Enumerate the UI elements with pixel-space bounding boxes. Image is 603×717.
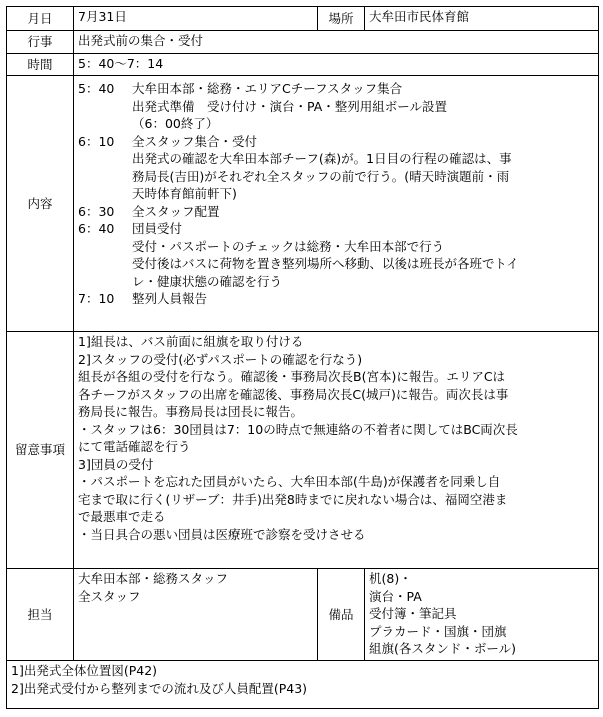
content-line: [78, 220, 594, 238]
content-line: （6：00終了）: [132, 116, 219, 131]
footer-line: 1]出発式全体位置図(P42): [11, 663, 158, 678]
schedule-sheet: [6, 6, 598, 712]
notes-line: 2]スタッフの受付(必ずパスポートの確認を行なう): [78, 351, 363, 367]
time-row: [7, 54, 599, 76]
notes-line: ・スタッフは6：30団員は7：10の時点で無連絡の不着者に関してはBC両次長: [78, 421, 518, 437]
notes-line: 各チーフがスタッフの出席を確認後、事務局次長C(城戸)に報告。両次長は事: [78, 386, 509, 402]
content-line: [78, 290, 594, 308]
footer-line: 2]出発式受付から整列までの流れ及び人員配置(P43): [11, 680, 308, 696]
notes-label: 留意事項: [7, 332, 74, 569]
content-line: レ・健康状態の確認を行う: [132, 273, 283, 289]
content-text: 全スタッフ集合・受付: [132, 133, 258, 149]
content-time: 6：30: [78, 203, 115, 219]
content-text: 団員受付: [132, 221, 183, 236]
staff-line: 大牟田本部・総務スタッフ: [78, 571, 229, 586]
equipment-line: 組旗(各スタンド・ボール): [369, 641, 517, 656]
equipment-label: 備品: [318, 569, 365, 661]
equipment-line: プラカード・国旗・団旗: [369, 623, 507, 639]
content-text: 大牟田本部・総務・エリアCチーフスタッフ集合: [132, 81, 403, 96]
notes-line: 1]組長は、バス前面に組旗を取り付ける: [78, 334, 304, 349]
notes-line: 3]団員の受付: [78, 456, 154, 472]
notes-line: 務局長に報告。事務局長は団長に報告。: [78, 404, 304, 419]
content-line: 受付後はバスに荷物を置き整列場所へ移動、以後は班長が各班でトイ: [132, 256, 519, 271]
content-row: [7, 76, 599, 332]
equipment-body: [365, 569, 599, 661]
content-line: [78, 133, 594, 151]
content-line: 務局長(吉田)がそれぞれ全スタッフの前で行う。(晴天時演題前・雨: [132, 168, 510, 184]
date-row: [7, 7, 599, 31]
staff-line: 全スタッフ: [78, 588, 141, 604]
content-time: 5：40: [78, 81, 115, 96]
content-line: 出発式の確認を大牟田本部チーフ(森)が。1日目の行程の確認は、事: [132, 151, 512, 166]
event-row: [7, 31, 599, 54]
notes-line: 宅まで取に行く(リザーブ：井手)出発8時までに戻れない場合は、福岡空港ま: [78, 491, 508, 507]
content-line: 天時体育館前軒下): [132, 186, 237, 201]
notes-line: ・パスポートを忘れた団員がいたら、大牟田本部(牛島)が保護者を同乗し自: [78, 474, 501, 489]
content-line: 出発式準備 受け付け・演台・PA・整列用組ボール設置: [132, 98, 448, 114]
time-value: 5：40〜7：14: [74, 54, 599, 76]
content-body: [74, 76, 599, 332]
assignment-row: [7, 569, 599, 661]
staff-body: [74, 569, 318, 661]
staff-label: 担当: [7, 569, 74, 661]
event-value: 出発式前の集合・受付: [74, 31, 599, 54]
content-label: 内容: [7, 76, 74, 332]
notes-body: [74, 332, 599, 569]
notes-line: で最悪車で走る: [78, 509, 166, 524]
content-line: 受付・パスポートのチェックは総務・大牟田本部で行う: [132, 238, 445, 254]
equipment-line: 机(8)・: [369, 571, 412, 586]
notes-line: にて電話確認を行う: [78, 439, 191, 454]
notes-row: [7, 332, 599, 569]
footer-row: [7, 661, 599, 709]
content-text: 整列人員報告: [132, 291, 208, 306]
date-value: 7月31日: [74, 7, 318, 31]
content-time: 7：10: [78, 291, 115, 306]
equipment-line: 受付簿・筆記具: [369, 606, 457, 621]
content-text: 全スタッフ配置: [132, 203, 220, 219]
content-line: [78, 80, 594, 98]
notes-line: ・当日具合の悪い団員は医療班で診察を受けさせる: [78, 526, 366, 542]
event-label: 行事: [7, 31, 74, 54]
content-line: [78, 203, 594, 221]
notes-line: 組長が各組の受付を行なう。確認後・事務局次長B(宮本)に報告。エリアCは: [78, 369, 506, 384]
place-label: 場所: [318, 7, 365, 31]
content-time: 6：40: [78, 221, 115, 236]
equipment-line: 演台・PA: [369, 588, 422, 604]
footer-body: [7, 661, 599, 709]
time-label: 時間: [7, 54, 74, 76]
schedule-table: [6, 6, 599, 709]
content-time: 6：10: [78, 133, 115, 149]
date-label: 月日: [7, 7, 74, 31]
place-value: 大牟田市民体育館: [365, 7, 599, 31]
